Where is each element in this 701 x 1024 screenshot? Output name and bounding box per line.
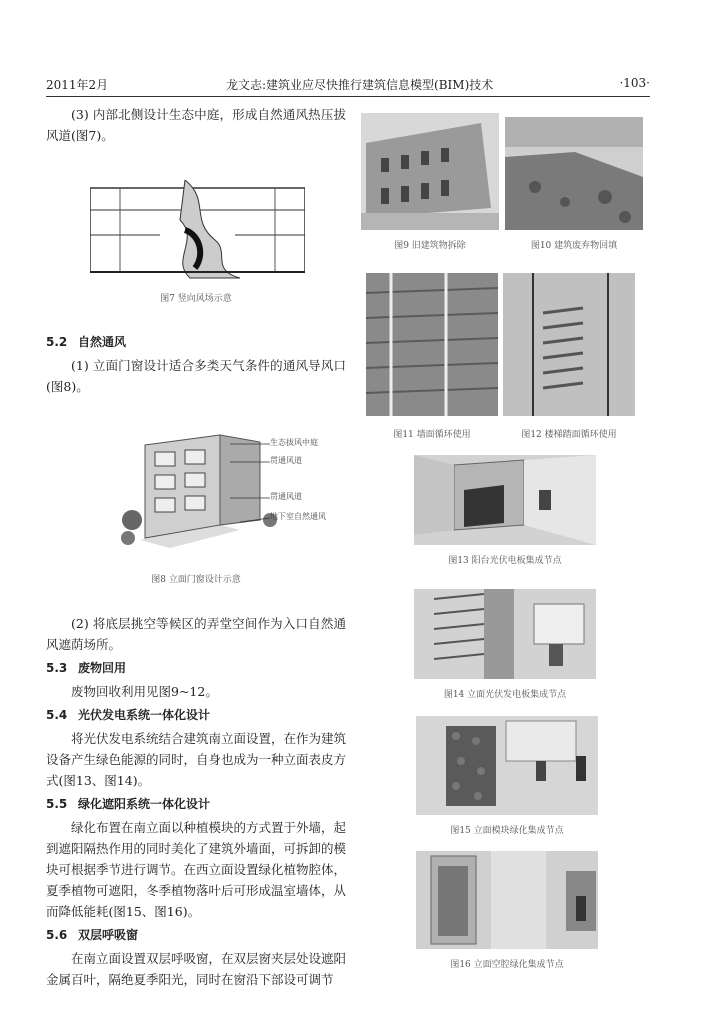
figure-16-render: [416, 851, 598, 949]
paragraph-5-3: 废物回收利用见图9~12。: [71, 684, 218, 699]
paragraph-5-4: 将光伏发电系统结合建筑南立面设置，在作为建筑设备产生绿色能源的同时，自身也成为一种立面表皮方式(图13、图14)。: [46, 731, 347, 788]
figure-8-caption: 图8 立面门窗设计示意: [151, 575, 241, 585]
figure-8-label-basement: 地下室自然通风: [270, 512, 326, 521]
figure-12-photo: [503, 273, 635, 416]
text-block-main: [46, 613, 346, 990]
figure-7-section-drawing: [90, 180, 305, 280]
paragraph-5-5: 绿化布置在南立面以种植模块的方式置于外墙，起到遮阳隔热作用的同时美化了建筑外墙面，可拆卸的模块可根据季节进行调节。在西立面设置绿化植物腔体，夏季植物可遮阳，冬季植物落叶后可形成温室墙体，从而降低能耗(图15、图16)。: [46, 820, 347, 919]
figure-8-label-duct-2: 贯通风道: [270, 492, 302, 501]
paragraph-5-6: 在南立面设置双层呼吸窗，在双层窗夹层处设遮阳金属百叶，隔绝夏季阳光，同时在窗沿下部设可调节: [46, 951, 347, 987]
figure-11-photo: [366, 273, 498, 416]
figure-11-caption: 图11 墙面循环使用: [393, 430, 471, 440]
heading-5-6: 5.6 双层呼吸窗: [46, 928, 139, 942]
section-5-2: 5.2 自然通风 (1) 立面门窗设计适合多类天气条件的通风导风口(图8)。: [46, 335, 346, 394]
figure-15-caption: 图15 立面模块绿化集成节点: [450, 826, 564, 836]
figure-8-label-duct-1: 贯通风道: [270, 456, 302, 465]
figure-10-caption: 图10 建筑废弃物回填: [530, 241, 618, 251]
figure-8-facade-diagram: [110, 420, 360, 550]
figure-9-caption: 图9 旧建筑物拆除: [394, 241, 466, 251]
heading-5-5: 5.5 绿化遮阳系统一体化设计: [46, 797, 211, 811]
header-page-number: ·103·: [619, 76, 650, 90]
figure-15-render: [416, 716, 598, 815]
figure-7-caption: 图7 竖向风场示意: [160, 294, 232, 304]
paragraph-ground-floor: (2) 将底层挑空等候区的弄堂空间作为入口自然通风遮荫场所。: [46, 616, 346, 652]
figure-14-caption: 图14 立面光伏发电板集成节点: [443, 690, 567, 700]
figure-13-render: [414, 455, 596, 545]
heading-5-4: 5.4 光伏发电系统一体化设计: [46, 708, 211, 722]
running-header: [46, 74, 650, 97]
figure-10-photo: [505, 117, 643, 230]
heading-5-3: 5.3 废物回用: [46, 661, 127, 675]
figure-12-caption: 图12 楼梯踏面循环使用: [521, 430, 617, 440]
figure-16-caption: 图16 立面空腔绿化集成节点: [450, 960, 564, 970]
header-title: 龙文志:建筑业应尽快推行建筑信息模型(BIM)技术: [226, 78, 494, 92]
figure-9-photo: [361, 113, 499, 230]
paragraph-atrium: (3) 内部北侧设计生态中庭，形成自然通风热压拔风道(图7)。: [46, 107, 346, 143]
header-date: 2011年2月: [46, 78, 109, 92]
figure-14-render: [414, 589, 596, 679]
figure-8-label-atrium: 生态拔风中庭: [270, 438, 318, 447]
figure-13-caption: 图13 阳台光伏电板集成节点: [448, 556, 562, 566]
